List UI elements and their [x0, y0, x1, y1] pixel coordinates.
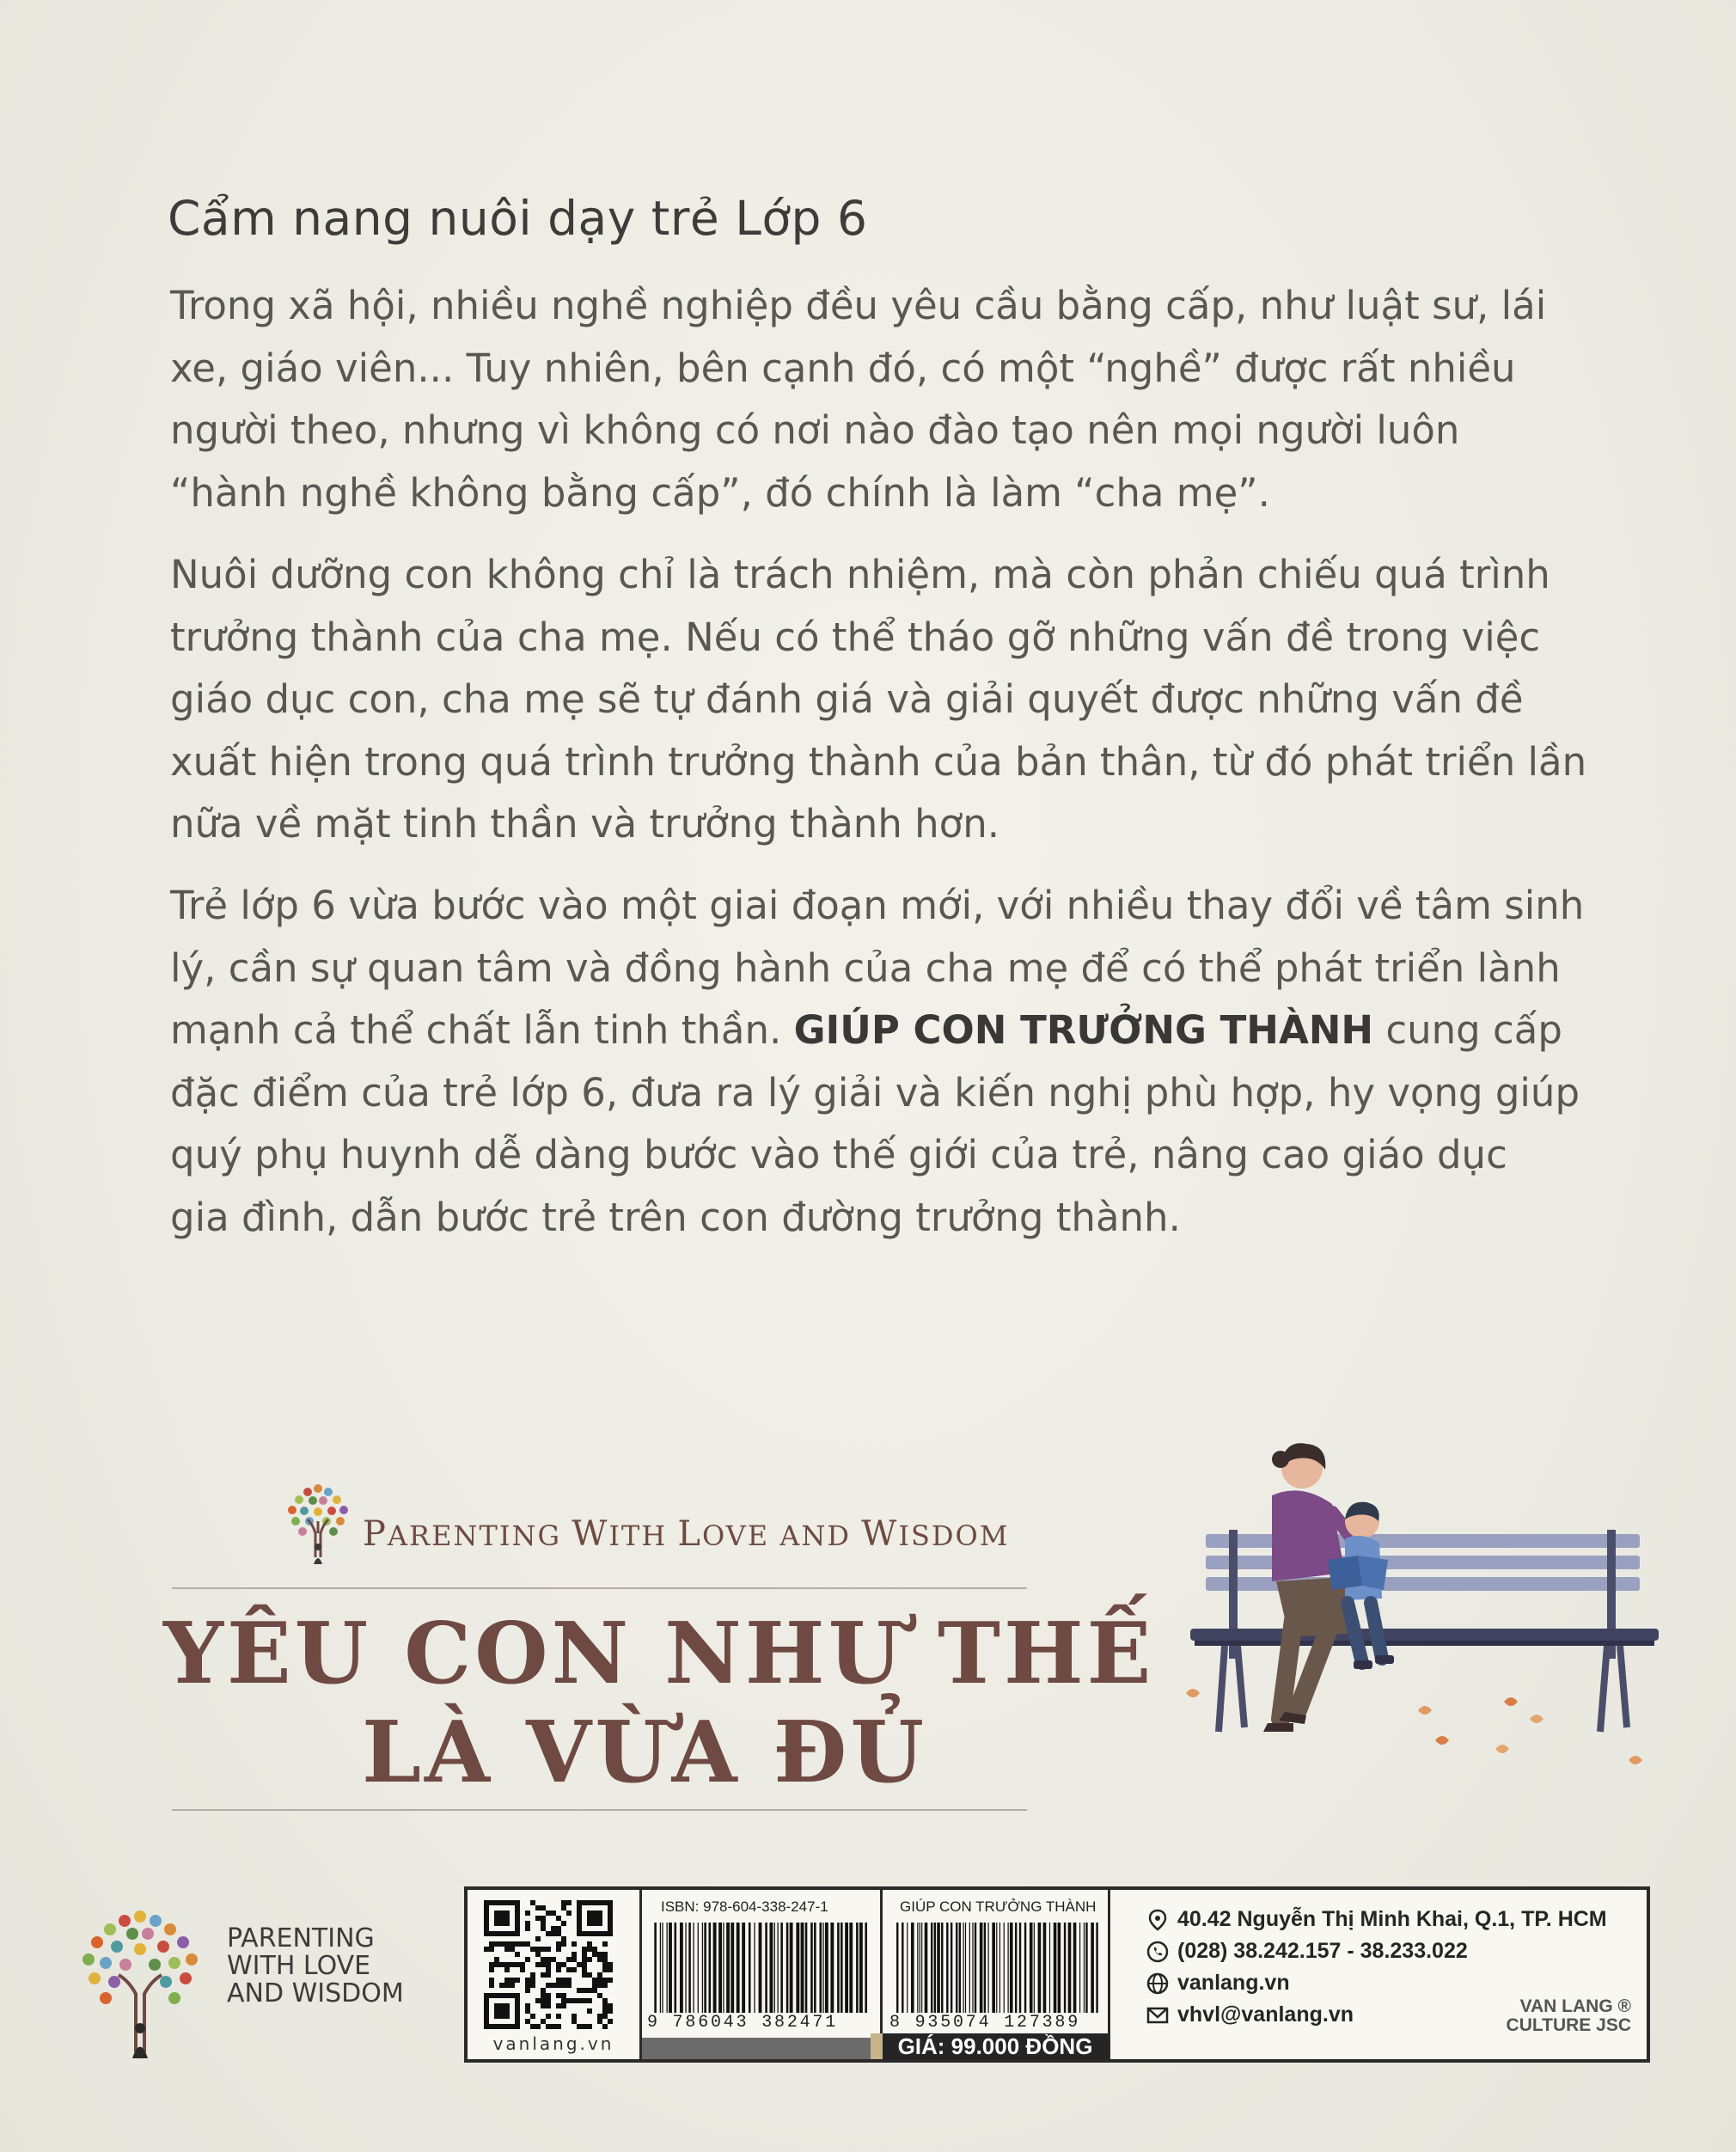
location-pin-icon: [1146, 1909, 1169, 1931]
publisher-tree-logo-icon: [67, 1899, 213, 2063]
text-line: [170, 1000, 1562, 1062]
address: 40.42 Nguyễn Thị Minh Khai, Q.1, TP. HCM: [1177, 1907, 1607, 1931]
series-cap: L: [677, 1514, 702, 1554]
text-line: Nuôi dưỡng con không chỉ là trách nhiệm, mà còn phản chiếu quá trình: [170, 552, 1550, 597]
book-title-line-2: LÀ VỪA ĐỦ: [362, 1703, 927, 1802]
website-row: [1146, 1967, 1607, 1999]
isbn-label: ISBN: 978-604-338-247-1: [661, 1898, 828, 1915]
section-heading: Cẩm nang nuôi dạy trẻ Lớp 6: [168, 191, 868, 246]
parent-child-bench-illustration: [1177, 1435, 1667, 1779]
text-line: quý phụ huynh dễ dàng bước vào thế giới của trẻ, nâng cao giáo dục: [170, 1132, 1507, 1177]
grey-band: [642, 2038, 880, 2059]
book-title-line-1: YÊU CON NHƯ THẾ: [163, 1605, 1155, 1703]
series-word: ARENTING: [387, 1519, 572, 1552]
paragraph-3: [170, 875, 1585, 1249]
phone[interactable]: (028) 38.242.157 - 38.233.022: [1177, 1939, 1468, 1963]
divider: [172, 1809, 1027, 1811]
brand-line: CULTURE JSC: [1506, 2015, 1631, 2035]
mail-icon: [1146, 2004, 1169, 2027]
text-segment: mạnh cả thể chất lẫn tinh thần.: [170, 1007, 794, 1053]
address-row: [1146, 1904, 1607, 1935]
text-line: Trẻ lớp 6 vừa bước vào một giai đoạn mới, với nhiều thay đổi về tâm sinh: [170, 883, 1585, 928]
series-name: [363, 1514, 1010, 1554]
series-cap: W: [572, 1514, 609, 1554]
paragraph-2: [170, 544, 1587, 856]
text-line: gia đình, dẫn bước trẻ trên con đường trưởng thành.: [170, 1194, 1181, 1240]
series-cap: P: [363, 1514, 388, 1554]
text-line: “hành nghề không bằng cấp”, đó chính là làm “cha mẹ”.: [170, 469, 1270, 516]
text-line: trưởng thành của cha mẹ. Nếu có thể tháo gỡ những vấn đề trong việc: [170, 614, 1541, 660]
isbn-digits: 9 786043 382471: [647, 2013, 839, 2033]
isbn-panel: [642, 1890, 883, 2059]
website-link[interactable]: vanlang.vn: [1177, 1971, 1290, 1995]
tree-logo-icon: [275, 1471, 361, 1570]
price-tag: GIÁ: 99.000 ĐỒNG: [883, 2033, 1108, 2059]
publisher-name: [227, 1925, 404, 2008]
van-lang-brand: [1507, 1997, 1631, 2035]
qr-panel: [468, 1890, 642, 2059]
text-line: nữa về mặt tinh thần và trưởng thành hơn.: [170, 801, 1000, 847]
text-line: đặc điểm của trẻ lớp 6, đưa ra lý giải và kiến nghị phù hợp, hy vọng giúp: [170, 1069, 1580, 1116]
publisher-name-line: AND WISDOM: [227, 1978, 404, 2008]
sku-barcode-icon: [893, 1923, 1101, 2013]
text-line: người theo, nhưng vì không có nơi nào đào tạo nên mọi người luôn: [170, 407, 1460, 453]
series-word: ITH: [608, 1519, 678, 1552]
qr-caption: vanlang.vn: [492, 2033, 614, 2054]
price-stub: [871, 2033, 883, 2059]
text-line: xe, giáo viên... Tuy nhiên, bên cạnh đó, có một “nghề” được rất nhiều: [170, 345, 1516, 391]
paragraph-1: [170, 275, 1554, 524]
qr-code-icon[interactable]: [481, 1900, 615, 2029]
text-line: lý, cần sự quan tâm và đồng hành của cha mẹ để có thể phát triển lành: [170, 945, 1561, 991]
phone-row: [1146, 1935, 1607, 1967]
sku-digits: 8 935074 127389: [889, 2013, 1081, 2033]
text-segment: cung cấp: [1373, 1007, 1562, 1053]
sku-panel: [883, 1890, 1110, 2059]
divider: [172, 1587, 1027, 1589]
series-word: OVE AND: [701, 1519, 862, 1552]
sku-label: GIÚP CON TRƯỞNG THÀNH: [900, 1898, 1097, 1915]
text-line: giáo dục con, cha mẹ sẽ tự đánh giá và giải quyết được những vấn đề: [170, 676, 1524, 722]
series-cap: W: [861, 1514, 899, 1554]
isbn-barcode-icon: [651, 1923, 872, 2013]
phone-icon: [1146, 1941, 1169, 1963]
publication-info-box: [464, 1886, 1650, 2063]
publisher-name-line: WITH LOVE: [227, 1951, 371, 1981]
series-word: ISDOM: [898, 1519, 1010, 1552]
globe-icon: [1146, 1972, 1169, 1995]
publisher-name-line: PARENTING: [227, 1923, 375, 1953]
text-line: Trong xã hội, nhiều nghề nghiệp đều yêu cầu bằng cấp, như luật sư, lái: [170, 283, 1547, 328]
text-line: xuất hiện trong quá trình trưởng thành của bản thân, từ đó phát triển lần: [170, 738, 1587, 785]
email-link[interactable]: vhvl@vanlang.vn: [1177, 2002, 1354, 2027]
brand-line: VAN LANG: [1519, 1996, 1613, 2016]
highlighted-title: GIÚP CON TRƯỞNG THÀNH: [793, 1007, 1374, 1053]
brand-reg: ®: [1617, 1996, 1631, 2016]
